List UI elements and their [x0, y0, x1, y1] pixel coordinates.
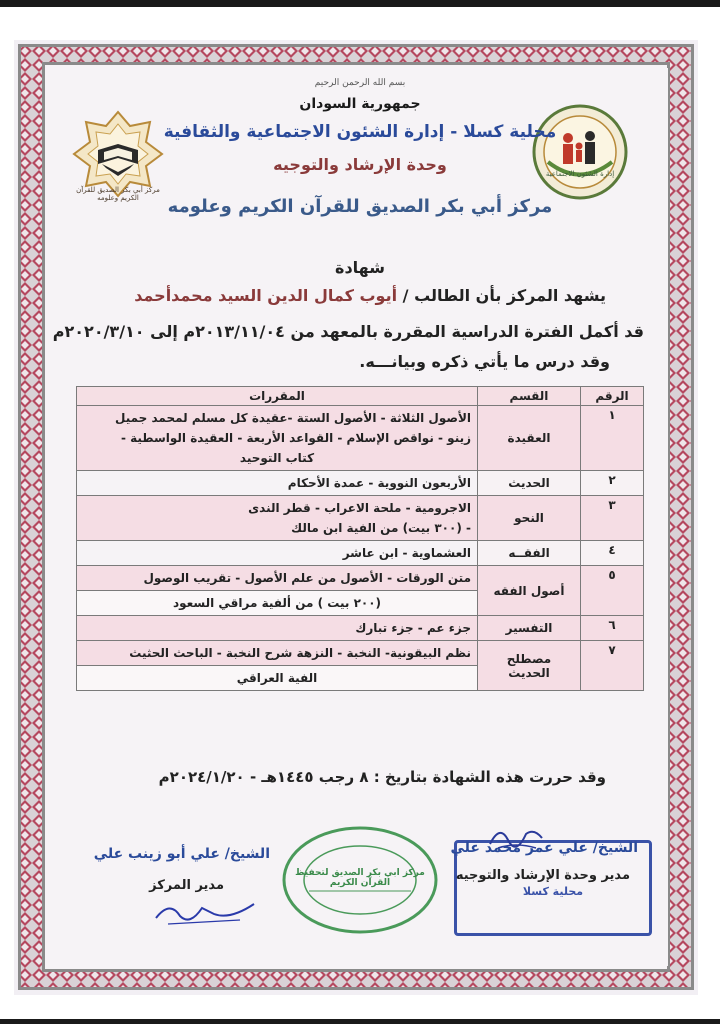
table-row [77, 541, 644, 566]
right-signatory-title: مدير وحدة الإرشاد والتوجيه [455, 868, 630, 883]
quran-center-logo-text: مركز أبي بكر الصديق للقرآن الكريم وعلومه [76, 186, 160, 202]
row-number: ٣ [581, 496, 644, 541]
certificate-title: شهادة [335, 258, 385, 277]
table-header-row [77, 387, 644, 406]
table-row [77, 616, 644, 641]
course-line: - (٣٠٠ بيت) من الفية ابن مالك [291, 521, 471, 535]
row-number: ١ [581, 406, 644, 471]
row-section: النحو [478, 496, 581, 541]
course-line: الأصول الثلاثة - الأصول الستة -عقيدة كل مسلم لمحمد جميل [114, 411, 471, 425]
bottom-dark-bar [0, 1019, 720, 1024]
row-section: مصطلح الحديث [478, 641, 581, 691]
left-signatory-title: مدير المركز [149, 878, 224, 893]
left-signatory-name: الشيخ/ علي أبو زينب علي [93, 846, 270, 862]
unit-heading: وحدة الإرشاد والتوجيه [273, 155, 447, 174]
row-number: ٧ [581, 641, 644, 691]
row-courses [77, 406, 478, 471]
certificate-line-1 [134, 286, 606, 305]
course-line: الأربعون النووية - عمدة الأحكام [287, 476, 471, 490]
locality-heading: محلية كسلا - إدارة الشئون الاجتماعية والثقافية [163, 122, 557, 142]
student-name: أيوب كمال الدين السيد محمدأحمد [134, 286, 398, 305]
course-line: متن الورقات - الأصول من علم الأصول - تقريب الوصول [143, 571, 471, 585]
row-number: ٤ [581, 541, 644, 566]
table-row [77, 471, 644, 496]
table-row [77, 496, 644, 541]
row-courses-extra: (٢٠٠ بيت ) من ألفية مراقي السعود [77, 591, 478, 616]
right-signatory-name: الشيخ/ علي عمر محمد علي [450, 840, 638, 856]
row-courses [77, 641, 478, 666]
row-section: العقيدة [478, 406, 581, 471]
round-stamp-text: مركز ابي بكر الصديق لتحفيظ القرآن الكريم [295, 868, 425, 888]
row-courses [77, 541, 478, 566]
header-section: القسم [478, 387, 581, 406]
course-line: زينو - نواقص الإسلام - القواعد الأربعة - العقيدة الواسطية - [120, 431, 471, 445]
row-courses [77, 566, 478, 591]
course-line: كتاب التوحيد [239, 451, 315, 465]
course-line: الاجرومية - ملحة الاعراب - قطر الندى [248, 501, 471, 515]
table-row [77, 641, 644, 666]
basmala: بسم الله الرحمن الرحيم [314, 78, 406, 88]
line1-prefix: يشهد المركز بأن الطالب / [397, 286, 606, 305]
header-courses: المقررات [77, 387, 478, 406]
social-affairs-logo-text: إدارة الشئون الاجتماعية [545, 170, 615, 178]
handwritten-signature-left [150, 890, 260, 930]
table-row [77, 406, 644, 471]
row-section: الفقــه [478, 541, 581, 566]
row-courses [77, 496, 478, 541]
top-dark-bar [0, 0, 720, 7]
row-courses [77, 471, 478, 496]
row-section: أصول الفقه [478, 566, 581, 616]
courses-table [76, 386, 644, 691]
social-affairs-logo [528, 102, 632, 202]
center-heading: مركز أبي بكر الصديق للقرآن الكريم وعلومه [167, 196, 553, 217]
republic-heading: جمهورية السودان [299, 96, 421, 112]
course-line: نظم البيقونية- النخبة - النزهة شرح النخبة - الباحث الحثيث [129, 646, 471, 660]
row-number: ٢ [581, 471, 644, 496]
course-line: جزء عم - جزء تبارك [355, 621, 471, 635]
issue-date-line: وقد حررت هذه الشهادة بتاريخ : ٨ رجب ١٤٤٥هـ - ٢٠٢٤/١/٢٠م [158, 768, 606, 786]
row-section: التفسير [478, 616, 581, 641]
certificate-line-3: وقد درس ما يأتي ذكره وبيانـــه. [359, 352, 610, 371]
row-number: ٦ [581, 616, 644, 641]
row-courses [77, 616, 478, 641]
header-number: الرقم [581, 387, 644, 406]
row-courses-extra: الفية العراقي [77, 666, 478, 691]
course-line: العشماوية - ابن عاشر [342, 546, 471, 560]
certificate-line-2: قد أكمل الفترة الدراسية المقررة بالمعهد من ٢٠١٣/١١/٠٤م إلى ٢٠٢٠/٣/١٠م [52, 322, 644, 341]
row-section: الحديث [478, 471, 581, 496]
row-number: ٥ [581, 566, 644, 616]
box-stamp-text: محلية كسلا [522, 885, 584, 898]
table-row [77, 566, 644, 591]
